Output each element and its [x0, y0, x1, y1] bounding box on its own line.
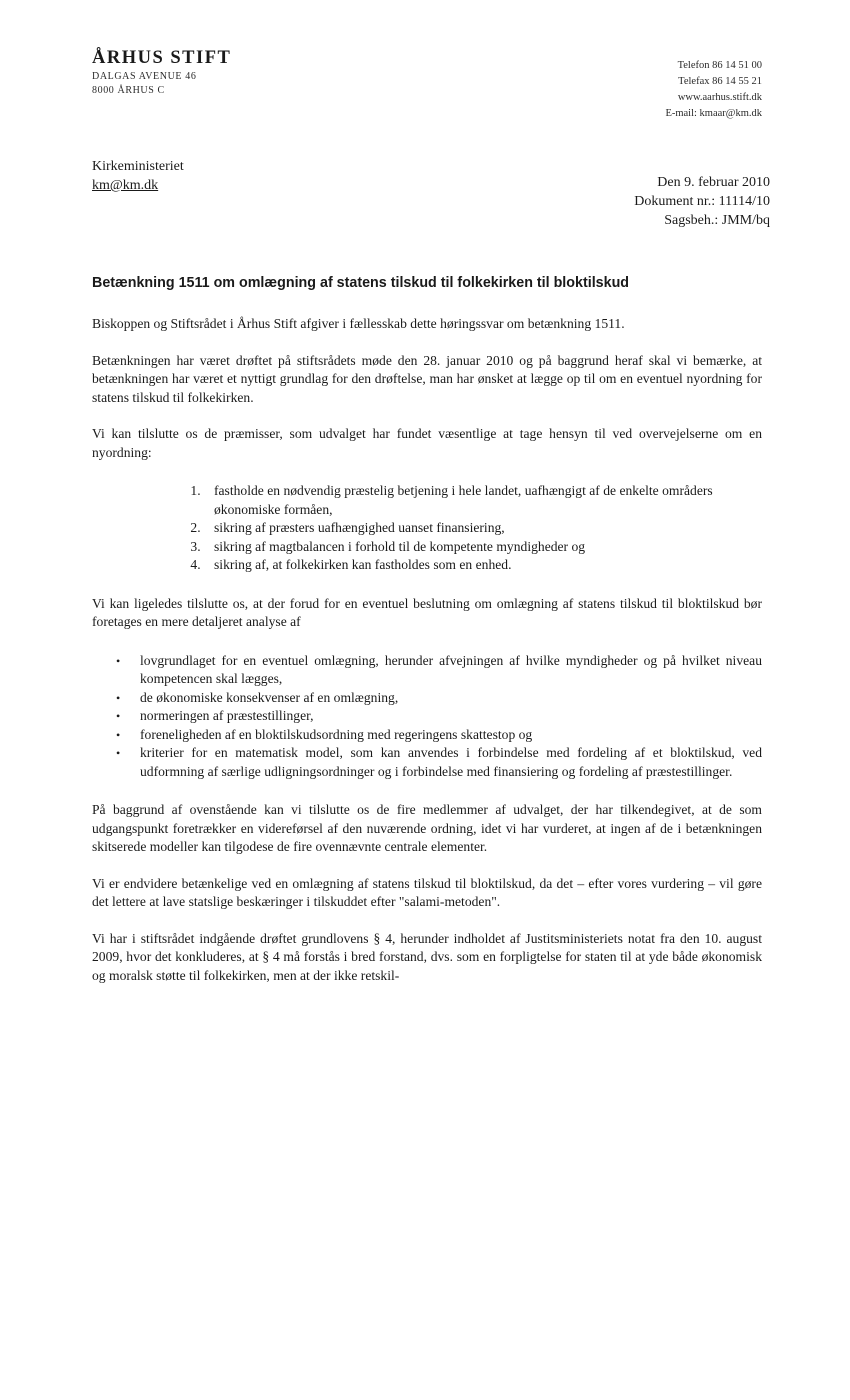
- recipient-block: [92, 157, 184, 195]
- contact-fax: Telefax 86 14 55 21: [678, 76, 762, 87]
- premise-item: 3. sikring af magtbalancen i forhold til de kompetente myndigheder og: [204, 538, 762, 557]
- bullet-icon: •: [116, 746, 121, 760]
- premise-item: 1. fastholde en nødvendig præstelig betjening i hele landet, uafhængigt af de enkelte områders økonomiske formåen,: [204, 482, 762, 519]
- bullet-icon: •: [116, 690, 121, 705]
- analysis-item-text: de økonomiske konsekvenser af en omlægning,: [140, 689, 399, 705]
- document-meta: [634, 173, 770, 230]
- paragraph-intro: Biskoppen og Stiftsrådet i Århus Stift afgiver i fællesskab dette høringssvar om betænkning 1511.: [92, 316, 625, 331]
- paragraph-analysis: Vi kan ligeledes tilslutte os, at der forud for en eventuel beslutning om omlægning af statens tilskud til bloktilskud bør foretages en mere detaljeret analyse af: [92, 595, 762, 629]
- paragraph-conclusion: På baggrund af ovenstående kan vi tilslutte os de fire medlemmer af udvalget, der har tilkendegivet, at de som udgangspunkt foretrækker en videreførsel af den nuværende ordning, idet vi har vurderet, at ingen af de i betænkningen skitserede modeller kan tilgodese de fire ovennævnte centrale elementer.: [92, 802, 762, 854]
- letter-date: Den 9. februar 2010: [657, 175, 770, 190]
- recipient-email-link[interactable]: km@km.dk: [92, 178, 159, 193]
- contact-email: E-mail: kmaar@km.dk: [665, 108, 762, 119]
- analysis-item-text: kriterier for en matematisk model, som kan anvendes i forbindelse med fordeling af et bloktilskud, ved udformning af særlige udligningsordninger og i forbindelse med finansiering og fordeling af præstestillinger.: [140, 745, 762, 779]
- analysis-list: [92, 652, 762, 782]
- paragraph-constitution: Vi har i stiftsrådet indgående drøftet grundlovens § 4, herunder indholdet af Justitsministeriets notat fra den 10. august 2009, hvor det konkluderes, at § 4 må forstås i bred forstand, dvs. som en forpligtelse for staten til at yde både økonomisk og moralsk støtte til folkekirken, men at der ikke retskil-: [92, 930, 762, 983]
- analysis-item: [116, 707, 762, 726]
- bullet-icon: •: [116, 653, 121, 668]
- premise-item: 4. sikring af, at folkekirken kan fastholdes som en enhed.: [204, 556, 762, 575]
- analysis-item: [116, 652, 762, 689]
- contact-phone: Telefon 86 14 51 00: [677, 60, 762, 71]
- bullet-icon: •: [116, 709, 121, 723]
- contact-web: www.aarhus.stift.dk: [677, 92, 762, 103]
- analysis-item: [116, 689, 762, 708]
- document-number: Dokument nr.: 11114/10: [634, 194, 770, 209]
- case-handler: Sagsbeh.: JMM/bq: [664, 213, 770, 228]
- analysis-item-text: normeringen af præstestillinger,: [140, 708, 314, 723]
- letter-subject: Betænkning 1511 om omlægning af statens tilskud til folkekirken til bloktilskud: [92, 275, 630, 291]
- analysis-item: [116, 744, 762, 781]
- sender-address-line2: 8000 ÅRHUS C: [92, 85, 165, 96]
- premise-item: 2. sikring af præsters uafhængighed uanset finansiering,: [204, 519, 762, 538]
- recipient-name: Kirkeministeriet: [92, 159, 184, 174]
- paragraph-premises: Vi kan tilslutte os de præmisser, som udvalget har fundet væsentlige at tage hensyn til ved overvejelserne om en nyordning:: [92, 426, 762, 460]
- analysis-item-text: foreneligheden af en bloktilskudsordning med regeringens skattestop og: [140, 726, 533, 742]
- letter-body: [92, 315, 762, 1003]
- premises-list: [92, 482, 762, 575]
- sender-address-line1: DALGAS AVENUE 46: [92, 71, 197, 82]
- paragraph-discussion: Betænkningen har været drøftet på stiftsrådets møde den 28. januar 2010 og på baggrund heraf skal vi bemærke, at betænkningen har været et nyttigt grundlag for den drøftelse, man har ønsket at lægge op til om en eventuel nyordning for statens tilskud til folkekirken.: [92, 352, 762, 405]
- paragraph-concern: Vi er endvidere betænkelige ved en omlægning af statens tilskud til bloktilskud, da det – efter vores vurdering – vil gøre det lettere at lave statslige beskæringer i tilskuddet efter "salami-metoden".: [92, 875, 762, 909]
- sender-name: ÅRHUS STIFT: [92, 48, 232, 68]
- analysis-item: [116, 726, 762, 745]
- contact-block: [665, 58, 762, 122]
- analysis-item-text: lovgrundlaget for en eventuel omlægning, herunder afvejningen af hvilke myndigheder og på hvilket niveau kompetencen skal lægges,: [140, 652, 762, 686]
- bullet-icon: •: [116, 727, 121, 742]
